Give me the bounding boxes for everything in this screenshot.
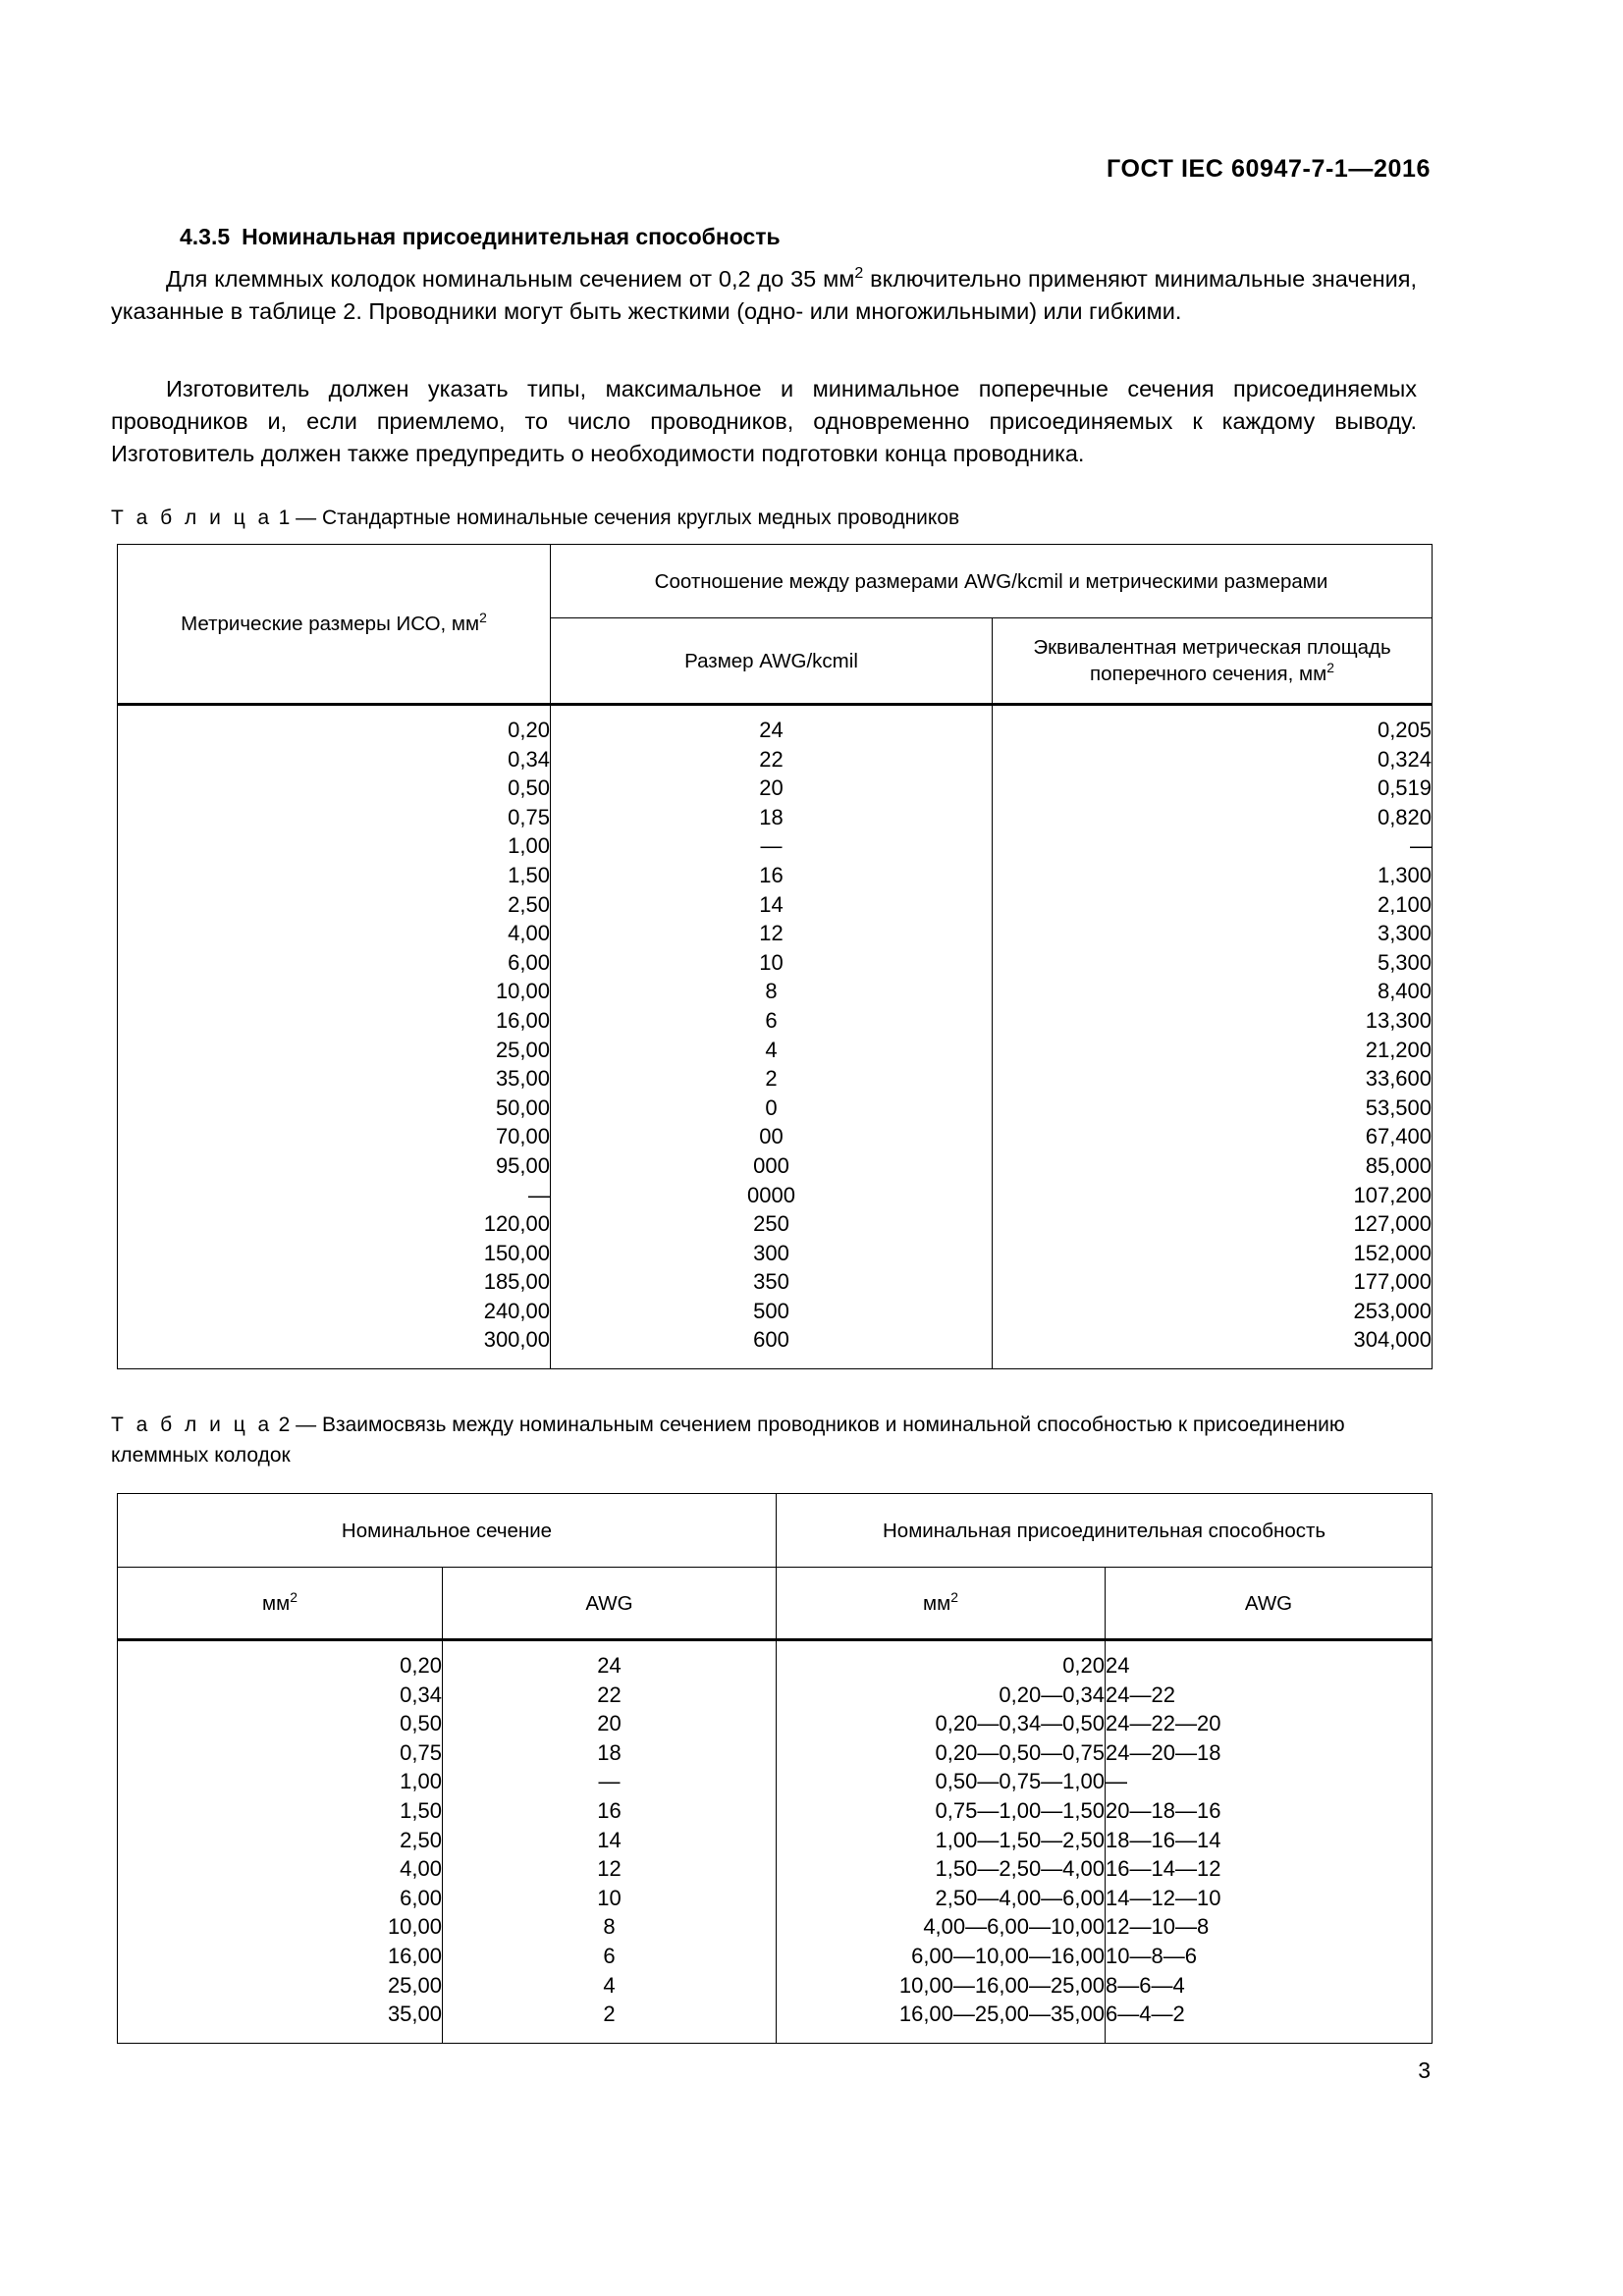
- table-cell-value: 1,50: [508, 862, 550, 887]
- table-cell-value: 185,00: [483, 1269, 550, 1295]
- table-cell-value: 300: [753, 1240, 789, 1265]
- superscript-square: 2: [854, 265, 864, 283]
- table-cell-value: 0: [765, 1095, 778, 1120]
- table-cell-value: 10,00: [495, 979, 550, 1004]
- table-cell-value: 53,500: [1365, 1095, 1433, 1120]
- table-two-header-group-nominal-section: Номинальное сечение: [118, 1494, 777, 1568]
- table-cell-value: 35,00: [495, 1066, 550, 1092]
- table-cell-value: 18: [597, 1739, 622, 1765]
- table-connecting-capacity: [117, 1493, 1433, 2044]
- table-standard-cross-sections: [117, 544, 1433, 1369]
- table-two-caption: [111, 1410, 1432, 1470]
- table-cell-value: 67,400: [1365, 1124, 1433, 1149]
- section-heading: [180, 224, 781, 250]
- table-cell-value: 253,000: [1353, 1298, 1433, 1323]
- table-cell-value: 14: [597, 1827, 622, 1852]
- document-header-standard-ref: ГОСТ IEC 60947-7-1—2016: [1107, 155, 1431, 183]
- table-two-caption-label: Т а б л и ц а: [111, 1414, 273, 1436]
- table-cell-value: 177,000: [1353, 1269, 1433, 1295]
- table-cell-value: 16: [597, 1797, 622, 1823]
- table-cell-value: 4: [603, 1972, 616, 1998]
- table-cell-value: 0,34: [400, 1682, 442, 1707]
- page-number: 3: [1418, 2057, 1431, 2083]
- table-cell-value: 20—18—16: [1106, 1797, 1221, 1823]
- table-two-header-row-one: [118, 1494, 1433, 1568]
- table-cell-value: 12: [759, 921, 784, 946]
- table-one-column-awg-values: [551, 705, 993, 1369]
- table-cell-value: 2,50—4,00—6,00: [935, 1885, 1106, 1910]
- table-two-column-awg-nominal-values: [443, 1640, 777, 2044]
- table-one-header-metric-iso-sup: 2: [479, 610, 487, 626]
- table-cell-value: 300,00: [483, 1327, 550, 1353]
- table-cell-value: 10: [597, 1885, 622, 1910]
- table-cell-value: 35,00: [387, 2002, 442, 2027]
- table-cell-value: 12—10—8: [1106, 1914, 1210, 1940]
- table-one-caption-label: Т а б л и ц а: [111, 507, 273, 529]
- table-cell-value: 12: [597, 1856, 622, 1882]
- table-cell-value: 1,00—1,50—2,50: [935, 1827, 1106, 1852]
- table-cell-value: 2,50: [508, 891, 550, 917]
- table-cell-value: 16,00: [387, 1943, 442, 1968]
- table-cell-value: 85,000: [1365, 1152, 1433, 1178]
- table-two-header-awg-capacity: AWG: [1106, 1568, 1433, 1640]
- table-one-header-group-awg-metric: Соотношение между размерами AWG/kcmil и метрическими размерами: [551, 545, 1433, 618]
- table-cell-value: 16,00—25,00—35,00: [898, 2002, 1106, 2027]
- table-cell-value: 14—12—10: [1106, 1885, 1221, 1910]
- paragraph-one-part-one: Для клеммных колодок номинальным сечением от 0,2 до 35 мм: [166, 266, 855, 292]
- table-cell-value: 0,75—1,00—1,50: [935, 1797, 1106, 1823]
- table-cell-value: 24: [1106, 1653, 1130, 1678]
- paragraph-one-part-two: включительно применяют минимальные значения, указанные в таблице 2. Проводники могут быть жесткими (одно- или многожильными) или гибкими.: [111, 266, 1417, 324]
- table-cell-value: 14: [759, 891, 784, 917]
- table-cell-value: 0,50: [400, 1711, 442, 1736]
- table-cell-value: 6: [603, 1943, 616, 1968]
- paragraph-two: [111, 373, 1417, 470]
- table-cell-value: 0,205: [1377, 718, 1433, 742]
- table-cell-value: 0,75: [400, 1739, 442, 1765]
- paragraph-one: [111, 263, 1417, 328]
- table-cell-value: 33,600: [1365, 1066, 1433, 1092]
- table-cell-value: 600: [753, 1327, 789, 1353]
- table-cell-value: 24: [597, 1653, 622, 1678]
- table-two-column-mm2-nominal-values: [118, 1640, 443, 2044]
- table-cell-value: 0,50: [508, 775, 550, 801]
- table-cell-value: 5,300: [1377, 949, 1433, 975]
- table-cell-value: 2,100: [1377, 891, 1433, 917]
- table-cell-value: 25,00: [495, 1037, 550, 1062]
- table-cell-value: —: [760, 833, 783, 859]
- table-two-caption-number: 2: [278, 1414, 291, 1436]
- table-two-header-group-connecting-capacity: Номинальная присоединительная способность: [777, 1494, 1433, 1568]
- table-cell-value: 70,00: [495, 1124, 550, 1149]
- table-cell-value: 22: [759, 746, 784, 772]
- table-cell-value: 120,00: [483, 1211, 550, 1237]
- table-one-header-equivalent-area: [993, 618, 1433, 705]
- table-cell-value: 10,00: [387, 1914, 442, 1940]
- table-cell-value: 4,00: [508, 921, 550, 946]
- table-cell-value: 304,000: [1353, 1327, 1433, 1353]
- table-cell-value: 127,000: [1353, 1211, 1433, 1237]
- table-one-header-metric-iso: [118, 545, 551, 705]
- table-cell-value: 2,50: [400, 1827, 442, 1852]
- table-cell-value: 0,20: [400, 1653, 442, 1678]
- table-cell-value: 13,300: [1365, 1007, 1433, 1033]
- section-title: Номинальная присоединительная способность: [242, 224, 781, 249]
- table-cell-value: 0,20—0,50—0,75: [935, 1739, 1106, 1765]
- table-cell-value: 6: [765, 1007, 778, 1033]
- table-cell-value: 20: [759, 775, 784, 801]
- table-cell-value: 8: [603, 1914, 616, 1940]
- table-two-caption-text: Взаимосвязь между номинальным сечением проводников и номинальной способностью к присоединению клеммных колодок: [111, 1414, 1345, 1467]
- table-cell-value: 24—20—18: [1106, 1739, 1221, 1765]
- table-cell-value: 0,20—0,34: [999, 1682, 1106, 1707]
- table-two-data-body: [118, 1640, 1433, 2044]
- table-cell-value: 10—8—6: [1106, 1943, 1197, 1968]
- table-cell-value: 350: [753, 1269, 789, 1295]
- table-two-header-row-two: [118, 1568, 1433, 1640]
- table-cell-value: 240,00: [483, 1298, 550, 1323]
- table-cell-value: 0,50—0,75—1,00: [935, 1769, 1106, 1794]
- table-cell-value: 18: [759, 804, 784, 829]
- table-one-header-equivalent-area-line-one: Эквивалентная метрическая площадь: [1033, 636, 1391, 659]
- table-cell-value: 16: [759, 862, 784, 887]
- table-cell-value: 8,400: [1377, 979, 1433, 1004]
- table-cell-value: 000: [753, 1152, 789, 1178]
- table-cell-value: 8: [765, 979, 778, 1004]
- table-cell-value: 16—14—12: [1106, 1856, 1221, 1882]
- table-cell-value: 6,00—10,00—16,00: [911, 1943, 1106, 1968]
- table-cell-value: 2: [603, 2002, 616, 2027]
- table-cell-value: 0,519: [1377, 775, 1433, 801]
- table-cell-value: 24—22—20: [1106, 1711, 1221, 1736]
- table-cell-value: 24: [759, 718, 784, 742]
- table-one-column-equivalent-area-values: [993, 705, 1433, 1369]
- table-cell-value: 3,300: [1377, 921, 1433, 946]
- table-two-header-mm2-nominal-text: мм: [262, 1591, 291, 1615]
- table-cell-value: 107,200: [1353, 1182, 1433, 1207]
- table-two-caption-dash: —: [296, 1414, 317, 1436]
- table-cell-value: 1,00: [400, 1769, 442, 1794]
- table-two-header-mm2-nominal-sup: 2: [290, 1588, 298, 1605]
- table-one-header-metric-iso-text: Метрические размеры ИСО, мм: [181, 613, 480, 635]
- table-cell-value: 25,00: [387, 1972, 442, 1998]
- table-cell-value: 0,20: [1062, 1653, 1106, 1678]
- table-one-caption-dash: —: [296, 507, 317, 529]
- table-cell-value: 20: [597, 1711, 622, 1736]
- table-cell-value: 50,00: [495, 1095, 550, 1120]
- table-one-data-body: [118, 705, 1433, 1369]
- table-cell-value: 250: [753, 1211, 789, 1237]
- table-cell-value: 4,00: [400, 1856, 442, 1882]
- table-cell-value: 0000: [747, 1182, 795, 1207]
- table-one-caption-number: 1: [278, 507, 291, 529]
- table-two-header-mm2-nominal: [118, 1568, 443, 1640]
- table-one-caption: [111, 503, 1432, 533]
- table-one-header-awg-size: Размер AWG/kcmil: [551, 618, 993, 705]
- table-one-header-row-one: [118, 545, 1433, 618]
- table-cell-value: 0,75: [508, 804, 550, 829]
- table-cell-value: 1,50: [400, 1797, 442, 1823]
- table-cell-value: —: [1106, 1769, 1128, 1794]
- table-cell-value: 16,00: [495, 1007, 550, 1033]
- table-one-caption-text: Стандартные номинальные сечения круглых медных проводников: [321, 507, 960, 529]
- table-two-column-mm2-capacity-values: [777, 1640, 1106, 2044]
- table-two-header-mm2-capacity: [777, 1568, 1106, 1640]
- table-cell-value: 6,00: [400, 1885, 442, 1910]
- table-cell-value: 22: [597, 1682, 622, 1707]
- table-cell-value: —: [1410, 833, 1433, 859]
- table-cell-value: 0,820: [1377, 804, 1433, 829]
- table-one-column-metric-iso-values: [118, 705, 551, 1369]
- table-cell-value: 6—4—2: [1106, 2002, 1185, 2027]
- table-two-header-mm2-capacity-sup: 2: [950, 1588, 958, 1605]
- section-number: 4.3.5: [180, 224, 231, 249]
- table-cell-value: 21,200: [1365, 1037, 1433, 1062]
- table-cell-value: 150,00: [483, 1240, 550, 1265]
- table-cell-value: 00: [759, 1124, 784, 1149]
- table-cell-value: 18—16—14: [1106, 1827, 1221, 1852]
- table-cell-value: 10,00—16,00—25,00: [898, 1972, 1106, 1998]
- table-cell-value: 500: [753, 1298, 789, 1323]
- table-cell-value: 10: [759, 949, 784, 975]
- table-cell-value: 1,300: [1377, 862, 1433, 887]
- table-one-header-equivalent-area-sup: 2: [1326, 660, 1334, 676]
- table-one-header-equivalent-area-line-two: поперечного сечения, мм: [1090, 663, 1327, 685]
- table-two-column-awg-capacity-values: [1106, 1640, 1433, 2044]
- table-cell-value: 0,20—0,34—0,50: [935, 1711, 1106, 1736]
- table-cell-value: 4: [765, 1037, 778, 1062]
- table-cell-value: 1,00: [508, 833, 550, 859]
- table-cell-value: 95,00: [495, 1152, 550, 1178]
- table-two-header-mm2-capacity-text: мм: [923, 1591, 951, 1615]
- table-cell-value: 2: [765, 1066, 778, 1092]
- table-cell-value: 0,34: [508, 746, 550, 772]
- table-cell-value: 0,20: [508, 718, 550, 742]
- table-cell-value: 152,000: [1353, 1240, 1433, 1265]
- table-cell-value: 24—22: [1106, 1682, 1175, 1707]
- table-cell-value: 4,00—6,00—10,00: [923, 1914, 1106, 1940]
- table-two-header-awg-nominal: AWG: [443, 1568, 777, 1640]
- table-cell-value: 0,324: [1377, 746, 1433, 772]
- table-cell-value: 8—6—4: [1106, 1972, 1185, 1998]
- paragraph-two-text: Изготовитель должен указать типы, максимальное и минимальное поперечные сечения присоединяемых проводников и, если приемлемо, то число проводников, одновременно присоединяемых к каждому выводу. Изготовитель должен также предупредить о необходимости подготовки конца проводника.: [111, 376, 1417, 466]
- table-cell-value: 6,00: [508, 949, 550, 975]
- table-cell-value: —: [598, 1769, 621, 1794]
- table-cell-value: —: [528, 1182, 550, 1207]
- table-cell-value: 1,50—2,50—4,00: [935, 1856, 1106, 1882]
